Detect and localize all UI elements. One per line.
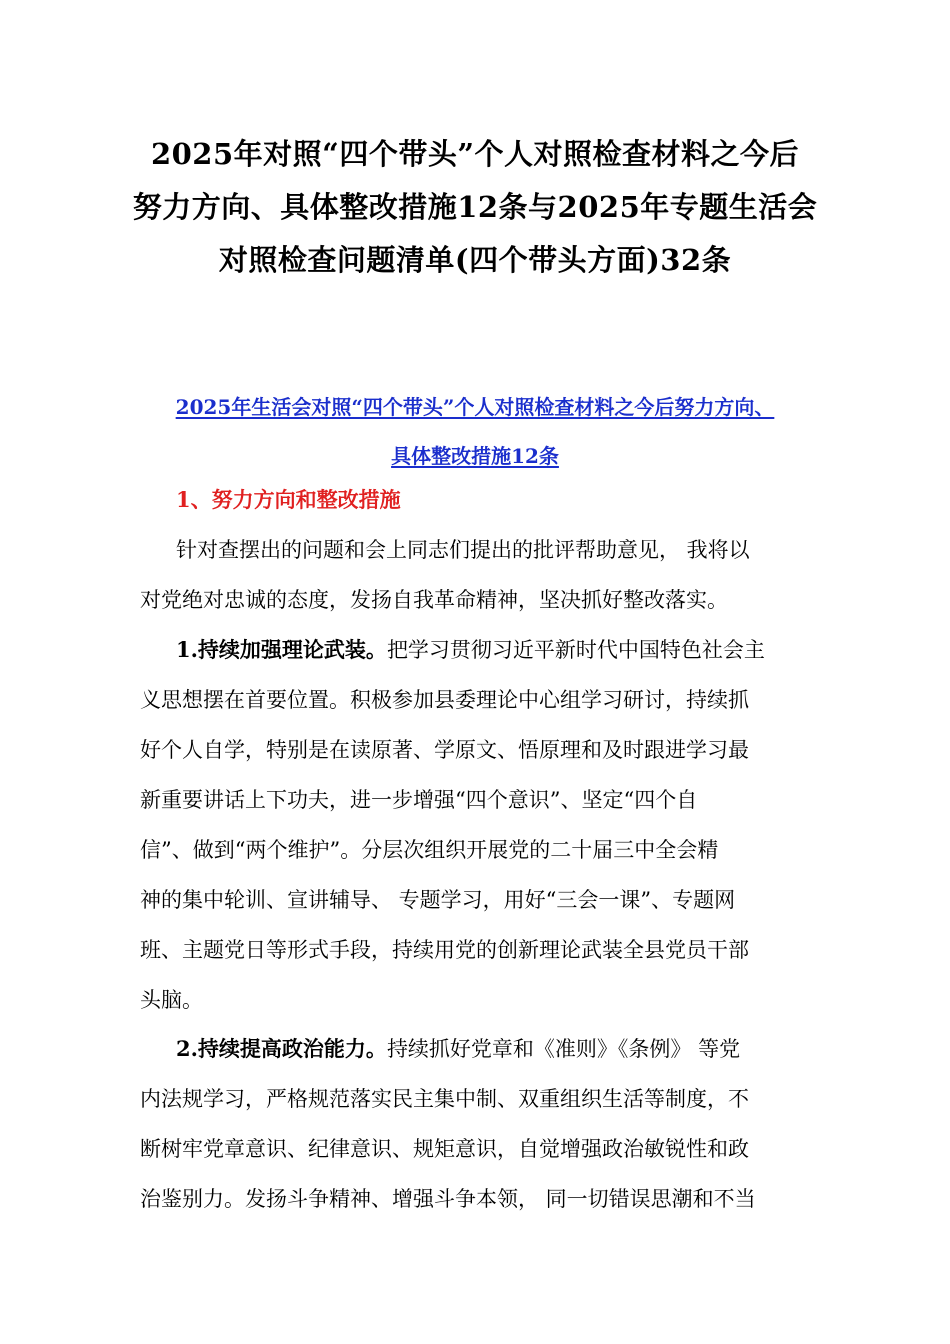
measure-item-2 (140, 1024, 810, 1224)
paragraph-line: 针对查摆出的问题和会上同志们提出的批评帮助意见， 我将以 (176, 538, 750, 562)
subtitle-link-line[interactable]: 2025年生活会对照“四个带头”个人对照检查材料之今后努力方向、 (175, 395, 775, 419)
paragraph-text: 持续抓好党章和《准则》《条例》 等党 (386, 1037, 741, 1061)
paragraph-line: 义思想摆在首要位置。积极参加县委理论中心组学习研讨，持续抓 (140, 688, 749, 712)
title-line: 对照检查问题清单(四个带头方面)32条 (218, 243, 732, 277)
title-line: 努力方向、具体整改措施12条与2025年专题生活会 (132, 190, 818, 224)
paragraph-text: 把学习贯彻习近平新时代中国特色社会主 (386, 638, 765, 662)
document-title (120, 128, 830, 287)
measure-lead: 2.持续提高政治能力。 (176, 1036, 387, 1061)
paragraph-line: 新重要讲话上下功夫，进一步增强“四个意识”、坚定“四个自 (140, 788, 698, 812)
measure-item-1 (140, 625, 810, 1025)
paragraph-line: 治鉴别力。发扬斗争精神、增强斗争本领， 同一切错误思潮和不当 (140, 1187, 756, 1211)
paragraph-line: 好个人自学，特别是在读原著、学原文、悟原理和及时跟进学习最 (140, 738, 749, 762)
intro-paragraph (140, 525, 810, 625)
subtitle-link-line[interactable]: 具体整改措施12条 (391, 444, 559, 468)
paragraph-line: 信”、做到“两个维护”。分层次组织开展党的二十届三中全会精 (140, 838, 719, 862)
paragraph-line: 对党绝对忠诚的态度，发扬自我革命精神，坚决抓好整改落实。 (140, 588, 728, 612)
section-heading: 1、努力方向和整改措施 (176, 487, 401, 512)
title-line: 2025年对照“四个带头”个人对照检查材料之今后 (150, 137, 800, 171)
measure-lead: 1.持续加强理论武装。 (176, 637, 387, 662)
linked-subtitle[interactable] (120, 383, 830, 481)
paragraph-line: 神的集中轮训、宣讲辅导、 专题学习，用好“三会一课”、专题网 (140, 888, 736, 912)
paragraph-line: 内法规学习，严格规范落实民主集中制、双重组织生活等制度，不 (140, 1087, 749, 1111)
paragraph-first-line (140, 1024, 810, 1074)
paragraph-line: 班、主题党日等形式手段，持续用党的创新理论武装全县党员干部 (140, 938, 749, 962)
paragraph-first-line (140, 625, 810, 675)
paragraph-line: 断树牢党章意识、纪律意识、规矩意识，自觉增强政治敏锐性和政 (140, 1137, 749, 1161)
paragraph-line: 头脑。 (140, 988, 203, 1012)
